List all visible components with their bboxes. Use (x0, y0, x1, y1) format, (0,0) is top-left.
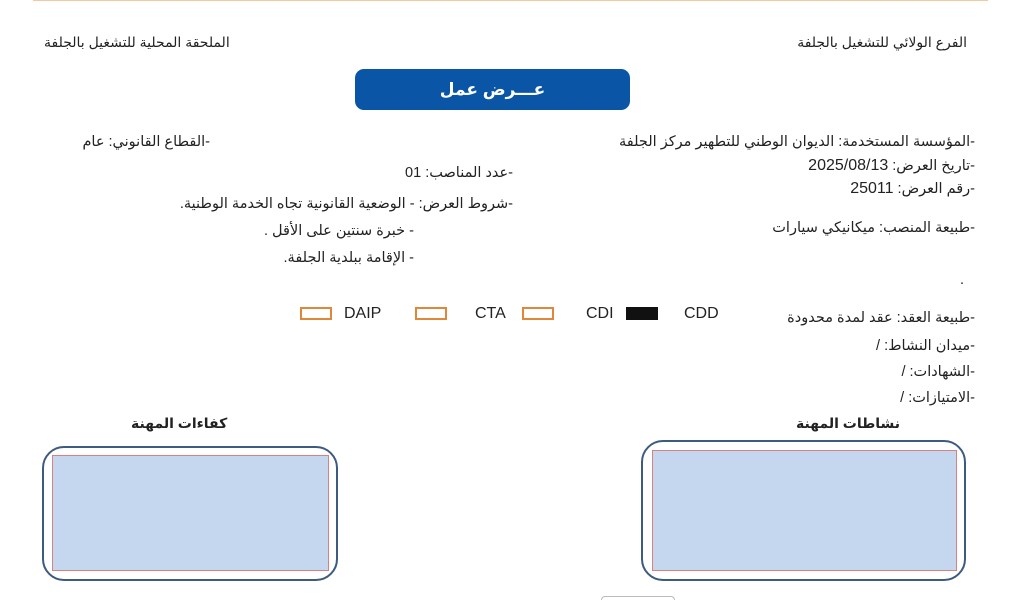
institution-text: -المؤسسة المستخدمة: الديوان الوطني للتطهير مركز الجلفة (619, 134, 975, 150)
option-daip-checkbox[interactable] (415, 307, 447, 320)
field-of-activity: -ميدان النشاط: / (876, 338, 975, 354)
separator-dot: . (959, 272, 964, 288)
offer-date-value: 2025/08/13 (808, 157, 889, 174)
offer-date-label: -تاريخ العرض: (892, 158, 975, 174)
offer-number-value: 25011 (850, 180, 894, 197)
certificates-field: -الشهادات: / (901, 364, 975, 380)
competencies-title: كفاءات المهنة (131, 415, 228, 431)
offer-date-field (808, 157, 975, 175)
option-cdi-checkbox[interactable] (626, 307, 658, 320)
experience-field: - خبرة سنتين على الأقل . (264, 223, 414, 239)
option-daip-label: DAIP (344, 305, 382, 322)
option-cta-label: CTA (475, 305, 506, 322)
residence-field: - الإقامة ببلدية الجلفة. (283, 250, 414, 266)
option-cta-checkbox[interactable] (522, 307, 554, 320)
contract-type-field: -طبيعة العقد: عقد لمدة محدودة (787, 310, 975, 326)
institution-field (619, 134, 975, 150)
top-divider (33, 0, 988, 1)
option-empty-checkbox[interactable] (300, 307, 332, 320)
conditions-field: -شروط العرض: - الوضعية القانونية تجاه الخدمة الوطنية. (179, 196, 513, 212)
legal-sector-field: -القطاع القانوني: عام (82, 134, 210, 150)
header-annex: الملحقة المحلية للتشغيل بالجلفة (44, 34, 230, 50)
activities-content[interactable] (652, 450, 957, 571)
privileges-field: -الامتيازات: / (900, 390, 975, 406)
page-title: عـــرض عمل (355, 69, 630, 110)
offer-number-label: -رقم العرض: (897, 181, 975, 197)
activities-title: نشاطات المهنة (796, 415, 901, 431)
position-type-field: -طبيعة المنصب: ميكانيكي سيارات (772, 220, 975, 236)
offer-number-field (850, 180, 975, 198)
option-cdi-label: CDI (586, 305, 614, 322)
positions-count-field: -عدد المناصب: 01 (405, 165, 513, 181)
next-page-edge (601, 596, 675, 600)
option-cdd-label: CDD (684, 305, 719, 322)
header-branch: الفرع الولائي للتشغيل بالجلفة (797, 34, 967, 50)
competencies-content[interactable] (52, 455, 329, 571)
